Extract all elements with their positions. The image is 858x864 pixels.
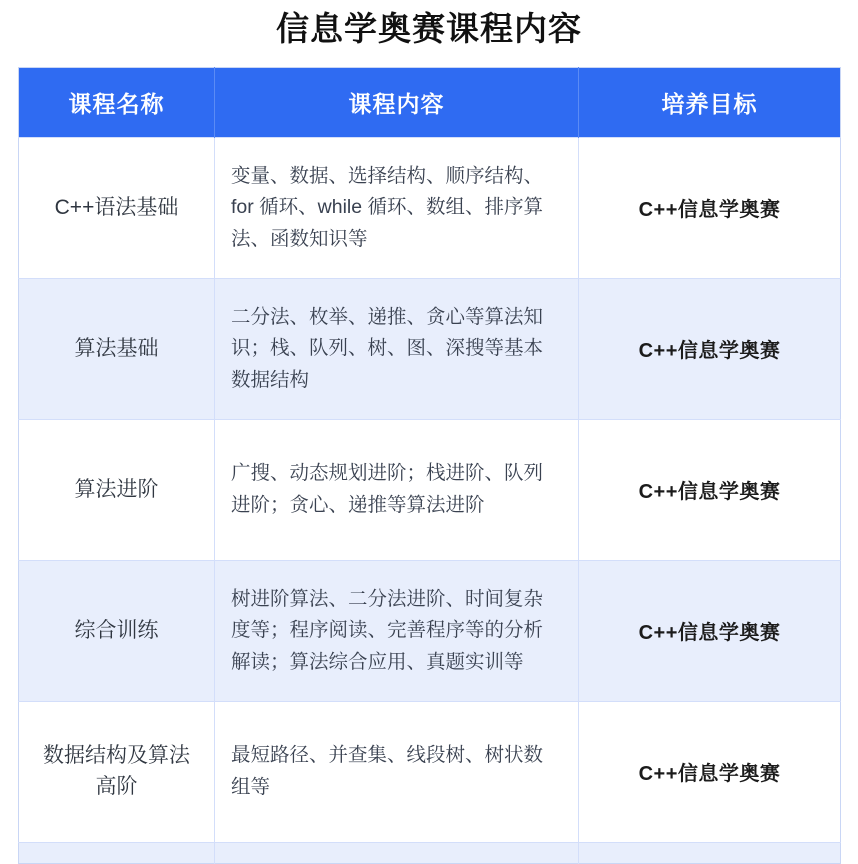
table-row [19,278,841,419]
course-goal: C++信息学奥赛 [579,419,841,560]
course-goal: C++信息学奥赛 [579,278,841,419]
course-name: C++语法基础 [19,137,215,278]
table-row [19,701,841,842]
table-row [19,137,841,278]
course-goal: C++信息学奥赛 [579,560,841,701]
course-name: 数据结构及算法高阶 [19,701,215,842]
course-goal: C++信息学奥赛 [579,701,841,842]
column-header-course-name: 课程名称 [19,67,215,137]
course-name: 综合训练 [19,560,215,701]
table-row [19,560,841,701]
table-row [19,419,841,560]
course-content: 最短路径、并查集、线段树、树状数组等 [215,701,579,842]
page-title: 信息学奥赛课程内容 [276,10,582,47]
course-content: 广搜、动态规划进阶；栈进阶、队列进阶；贪心、递推等算法进阶 [215,419,579,560]
course-goal: C++信息学奥赛 [579,137,841,278]
course-content: 变量、数据、选择结构、顺序结构、for 循环、while 循环、数组、排序算法、函数知识等 [215,137,579,278]
column-header-course-content: 课程内容 [215,67,579,137]
course-table [18,67,841,864]
table-header-row [19,67,841,137]
course-goal-partial [579,842,841,863]
table-row-partial [19,842,841,863]
course-name: 算法进阶 [19,419,215,560]
course-content: 树进阶算法、二分法进阶、时间复杂度等；程序阅读、完善程序等的分析解读；算法综合应用、真题实训等 [215,560,579,701]
course-content: 二分法、枚举、递推、贪心等算法知识；栈、队列、树、图、深搜等基本数据结构 [215,278,579,419]
course-name-partial [19,842,215,863]
course-name: 算法基础 [19,278,215,419]
course-content-partial [215,842,579,863]
column-header-goal: 培养目标 [661,90,758,117]
